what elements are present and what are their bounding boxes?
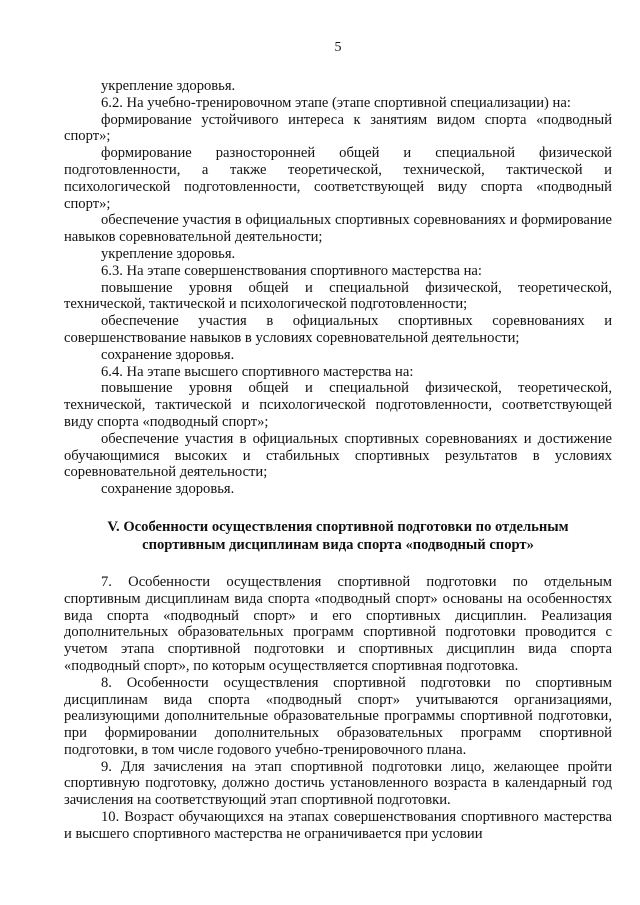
paragraph: 6.4. На этапе высшего спортивного мастерства на: xyxy=(101,363,414,380)
paragraph: обеспечение участия в официальных спортивных соревнованиях и достижение обучающимися высоких и стабильных спортивных результатов в условиях соревновательной деятельности; xyxy=(64,430,612,481)
paragraph: укрепление здоровья. xyxy=(101,245,236,262)
paragraph: укрепление здоровья. xyxy=(101,78,236,94)
paragraph: повышение уровня общей и специальной физической, теоретической, технической, тактической и психологической подготовленности; xyxy=(64,279,612,313)
paragraph: повышение уровня общей и специальной физической, теоретической, технической, тактической и психологической подготовленности, соответствующей виду спорта «подводный спорт»; xyxy=(64,380,612,430)
paragraph: формирование устойчивого интереса к занятиям видом спорта «подводный спорт»; xyxy=(64,111,612,145)
spacer xyxy=(64,554,612,574)
paragraph: 8. Особенности осуществления спортивной подготовки по спортивным дисциплинам вида спорта «подводный спорт» учитываются организациями, реализующими дополнительные образовательные программы спортивной подготовки, при формировании дополнительных образовательных программ спортивной подготовки, в том числе годового учебно-тренировочного плана. xyxy=(64,674,612,758)
section-heading: V. Особенности осуществления спортивной подготовки по отдельным спортивным дисциплинам вида спорта «подводный спорт» xyxy=(107,518,569,553)
paragraph: сохранение здоровья. xyxy=(101,346,235,363)
paragraph: 6.3. На этапе совершенствования спортивного мастерства на: xyxy=(101,262,482,279)
page-number: 5 xyxy=(334,40,342,55)
paragraph: обеспечение участия в официальных спортивных соревнованиях и совершенствование навыков в условиях соревновательной деятельности; xyxy=(64,313,612,346)
paragraph: сохранение здоровья. xyxy=(101,481,235,498)
paragraph: обеспечение участия в официальных спортивных соревнованиях и формирование навыков соревновательной деятельности; xyxy=(64,212,612,246)
paragraph: 7. Особенности осуществления спортивной подготовки по отдельным спортивным дисциплинам вида спорта «подводный спорт» основаны на особенностях вида спорта «подводный спорт» и его спортивных дисциплин. Реализация дополнительных образовательных программ спортивной подготовки проводится с учетом этапа спортивной подготовки и спортивных дисциплин вида спорта «подводный спорт», по которым осуществляется спортивная подготовка. xyxy=(64,573,612,674)
paragraph: 10. Возраст обучающихся на этапах совершенствования спортивного мастерства и высшего спортивного мастерства не ограничивается при условии xyxy=(64,809,612,842)
spacer xyxy=(64,498,612,518)
paragraph: формирование разносторонней общей и специальной физической подготовленности, а также теоретической, технической, тактической и психологической подготовленности, соответствующей виду спорта «подводный спорт»; xyxy=(64,145,612,212)
paragraph: 9. Для зачисления на этап спортивной подготовки лицо, желающее пройти спортивную подготовку, должно достичь установленного возраста в календарный год зачисления на соответствующий этап спортивной подготовки. xyxy=(64,758,612,809)
paragraph: 6.2. На учебно-тренировочном этапе (этапе спортивной специализации) на: xyxy=(101,94,571,111)
